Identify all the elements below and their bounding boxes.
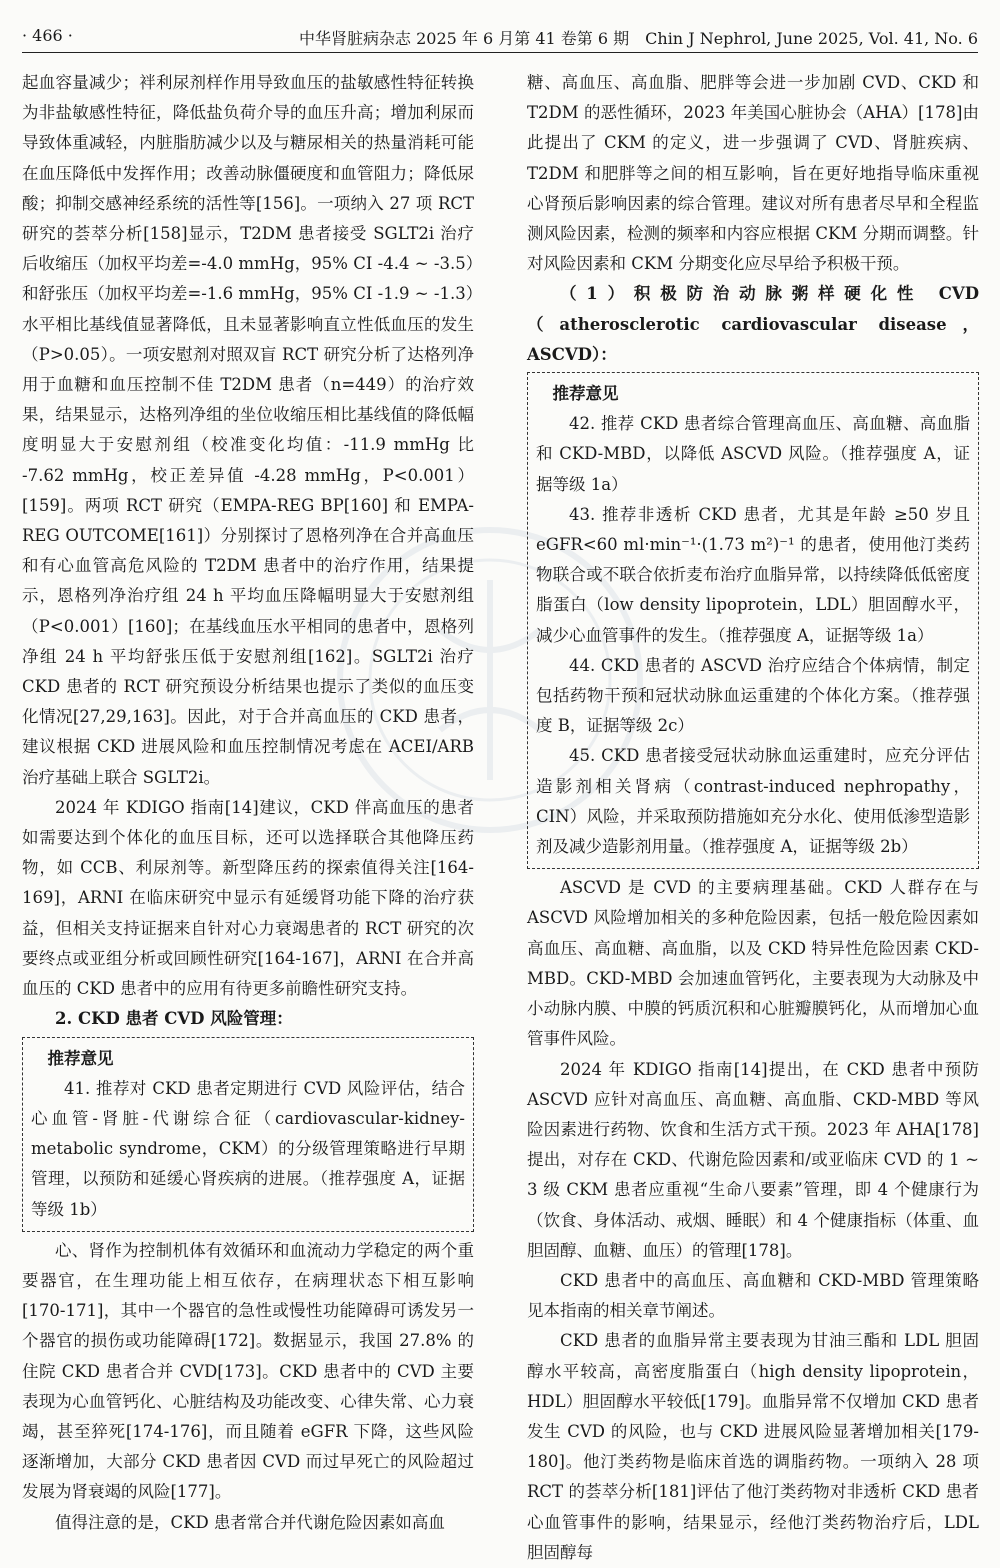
left-column	[22, 68, 474, 1538]
paragraph: CKD 患者的血脂异常主要表现为甘油三酯和 LDL 胆固醇水平较高，高密度脂蛋白（high density lipoprotein，HDL）胆固醇水平较低[179]。血脂异常不仅增加 CKD 患者发生 CVD 的风险，也与 CKD 进展风险显著增加相关[179-180]。他汀类药物是临床首选的调脂药物。一项纳入 28 项 RCT 的荟萃分析[181]评估了他汀类药物对非透析 CKD 患者心血管事件的影响，结果显示，经他汀类药物治疗后，LDL 胆固醇每	[527, 1331, 979, 1562]
paragraph: ASCVD 是 CVD 的主要病理基础。CKD 人群存在与 ASCVD 风险增加相关的多种危险因素，包括一般危险因素如高血压、高血糖、高血脂，以及 CKD 特异性危险因素 CKD-MBD。CKD-MBD 会加速血管钙化，主要表现为大动脉及中小动脉内膜、中膜的钙质沉积和心脏瓣膜钙化，从而增加心血管事件风险。	[527, 878, 979, 1049]
paragraph: 2024 年 KDIGO 指南[14]提出，在 CKD 患者中预防 ASCVD 应针对高血压、高血糖、高血脂、CKD-MBD 等风险因素进行药物、饮食和生活方式干预。2023 年 AHA[178]提出，对存在 CKD、代谢危险因素和/或亚临床 CVD 的 1 ~ 3 级 CKM 患者应重视“生命八要素”管理，即 4 个健康行为（饮食、身体活动、戒烟、睡眠）和 4 个健康指标（体重、血胆固醇、血糖、血压）的管理[178]。	[527, 1059, 979, 1260]
recommendation-title: 推荐意见	[47, 1048, 114, 1068]
paragraph: 值得注意的是，CKD 患者常合并代谢危险因素如高血	[55, 1512, 445, 1532]
page-number: · 466 ·	[22, 26, 73, 45]
recommendation-item: 42. 推荐 CKD 患者综合管理高血压、高血糖、高血脂和 CKD-MBD，以降低 ASCVD 风险。（推荐强度 A，证据等级 1a）	[536, 414, 970, 494]
section-heading: （1）积极防治动脉粥样硬化性 CVD（atherosclerotic cardiovascular disease，ASCVD）：	[527, 284, 979, 364]
page-header	[22, 16, 978, 53]
recommendation-box	[527, 372, 979, 869]
section-heading: 2. CKD 患者 CVD 风险管理：	[55, 1009, 293, 1029]
paragraph: 糖、高血压、高血脂、肥胖等会进一步加剧 CVD、CKD 和 T2DM 的恶性循环，2023 年美国心脏协会（AHA）[178]由此提出了 CKM 的定义，进一步强调了 CVD、肾脏疾病、T2DM 和肥胖等之间的相互影响，旨在更好地指导临床重视心肾预后影响因素的综合管理。建议对所有患者尽早和全程监测风险因素，检测的频率和内容应根据 CKM 分期而调整。针对风险因素和 CKM 分期变化应尽早给予积极干预。	[527, 73, 979, 274]
paragraph: 起血容量减少；袢利尿剂样作用导致血压的盐敏感性特征转换为非盐敏感性特征，降低盐负荷介导的血压升高；增加利尿而导致体重减轻，内脏脂肪减少以及与糖尿相关的热量消耗可能在血压降低中发挥作用；改善动脉僵硬度和血管阻力；降低尿酸；抑制交感神经系统的活性等[156]。一项纳入 27 项 RCT 研究的荟萃分析[158]显示，T2DM 患者接受 SGLT2i 治疗后收缩压（加权平均差=-4.0 mmHg，95% CI -4.4 ~ -3.5）和舒张压（加权平均差=-1.6 mmHg，95% CI -1.9 ~ -1.3）水平相比基线值显著降低，且未显著影响直立性低血压的发生（P>0.05）。一项安慰剂对照双盲 RCT 研究分析了达格列净用于血糖和血压控制不佳 T2DM 患者（n=449）的治疗效果，结果显示，达格列净组的坐位收缩压相比基线值的降低幅度明显大于安慰剂组（校准变化均值：-11.9 mmHg 比 -7.62 mmHg，校正差异值 -4.28 mmHg，P<0.001）[159]。两项 RCT 研究（EMPA-REG BP[160] 和 EMPA-REG OUTCOME[161]）分别探讨了恩格列净在合并高血压和有心血管高危风险的 T2DM 患者中的治疗作用，结果提示，恩格列净治疗组 24 h 平均血压降幅明显大于安慰剂组（P<0.001）[160]；在基线血压水平相同的患者中，恩格列净组 24 h 平均舒张压低于安慰剂组[162]。SGLT2i 治疗 CKD 患者的 RCT 研究预设分析结果也提示了类似的血压变化情况[27,29,163]。因此，对于合并高血压的 CKD 患者，建议根据 CKD 进展风险和血压控制情况考虑在 ACEI/ARB 治疗基础上联合 SGLT2i。	[22, 73, 474, 787]
recommendation-item: 45. CKD 患者接受冠状动脉血运重建时，应充分评估造影剂相关肾病（contrast-induced nephropathy，CIN）风险，并采取预防措施如充分水化、使用低渗型造影剂及减少造影剂用量。（推荐强度 A，证据等级 2b）	[536, 746, 970, 857]
paragraph: 心、肾作为控制机体有效循环和血流动力学稳定的两个重要器官，在生理功能上相互依存，在病理状态下相互影响[170-171]，其中一个器官的急性或慢性功能障碍可诱发另一个器官的损伤或功能障碍[172]。数据显示，我国 27.8% 的住院 CKD 患者合并 CVD[173]。CKD 患者中的 CVD 主要表现为心血管钙化、心脏结构及功能改变、心律失常、心力衰竭，甚至猝死[174-176]，而且随着 eGFR 下降，这些风险逐渐增加，大部分 CKD 患者因 CVD 而过早死亡的风险超过发展为肾衰竭的风险[177]。	[22, 1240, 474, 1502]
recommendation-item: 44. CKD 患者的 ASCVD 治疗应结合个体病情，制定包括药物干预和冠状动脉血运重建的个体化方案。（推荐强度 B，证据等级 2c）	[536, 655, 970, 736]
paragraph: 2024 年 KDIGO 指南[14]建议，CKD 伴高血压的患者如需要达到个体化的血压目标，还可以选择联合其他降压药物，如 CCB、利尿剂等。新型降压药的探索值得关注[164-169]，ARNI 在临床研究中显示有延缓肾功能下降的治疗获益，但相关支持证据来自针对心力衰竭患者的 RCT 研究的次要终点或亚组分析或回顾性研究[164-167]，ARNI 在合并高血压的 CKD 患者中的应用有待更多前瞻性研究支持。	[22, 797, 474, 999]
recommendation-item: 41. 推荐对 CKD 患者定期进行 CVD 风险评估，结合心血管-肾脏-代谢综合征（cardiovascular-kidney-metabolic syndrome，CKM）的分级管理策略进行早期管理，以预防和延缓心肾疾病的进展。（推荐强度 A，证据等级 1b）	[31, 1078, 465, 1219]
recommendation-box	[22, 1037, 474, 1232]
journal-citation: 中华肾脏病杂志 2025 年 6 月第 41 卷第 6 期 Chin J Nephrol, June 2025, Vol. 41, No. 6	[299, 29, 978, 48]
recommendation-title: 推荐意见	[552, 384, 619, 404]
recommendation-item: 43. 推荐非透析 CKD 患者，尤其是年龄 ≥50 岁且 eGFR<60 ml·min⁻¹·(1.73 m²)⁻¹ 的患者，使用他汀类药物联合或不联合依折麦布治疗血脂异常，以持续降低低密度脂蛋白（low density lipoprotein，LDL）胆固醇水平，减少心血管事件的发生。（推荐强度 A，证据等级 1a）	[536, 504, 970, 645]
paragraph: CKD 患者中的高血压、高血糖和 CKD-MBD 管理策略见本指南的相关章节阐述。	[527, 1270, 979, 1321]
right-column	[527, 68, 979, 1568]
